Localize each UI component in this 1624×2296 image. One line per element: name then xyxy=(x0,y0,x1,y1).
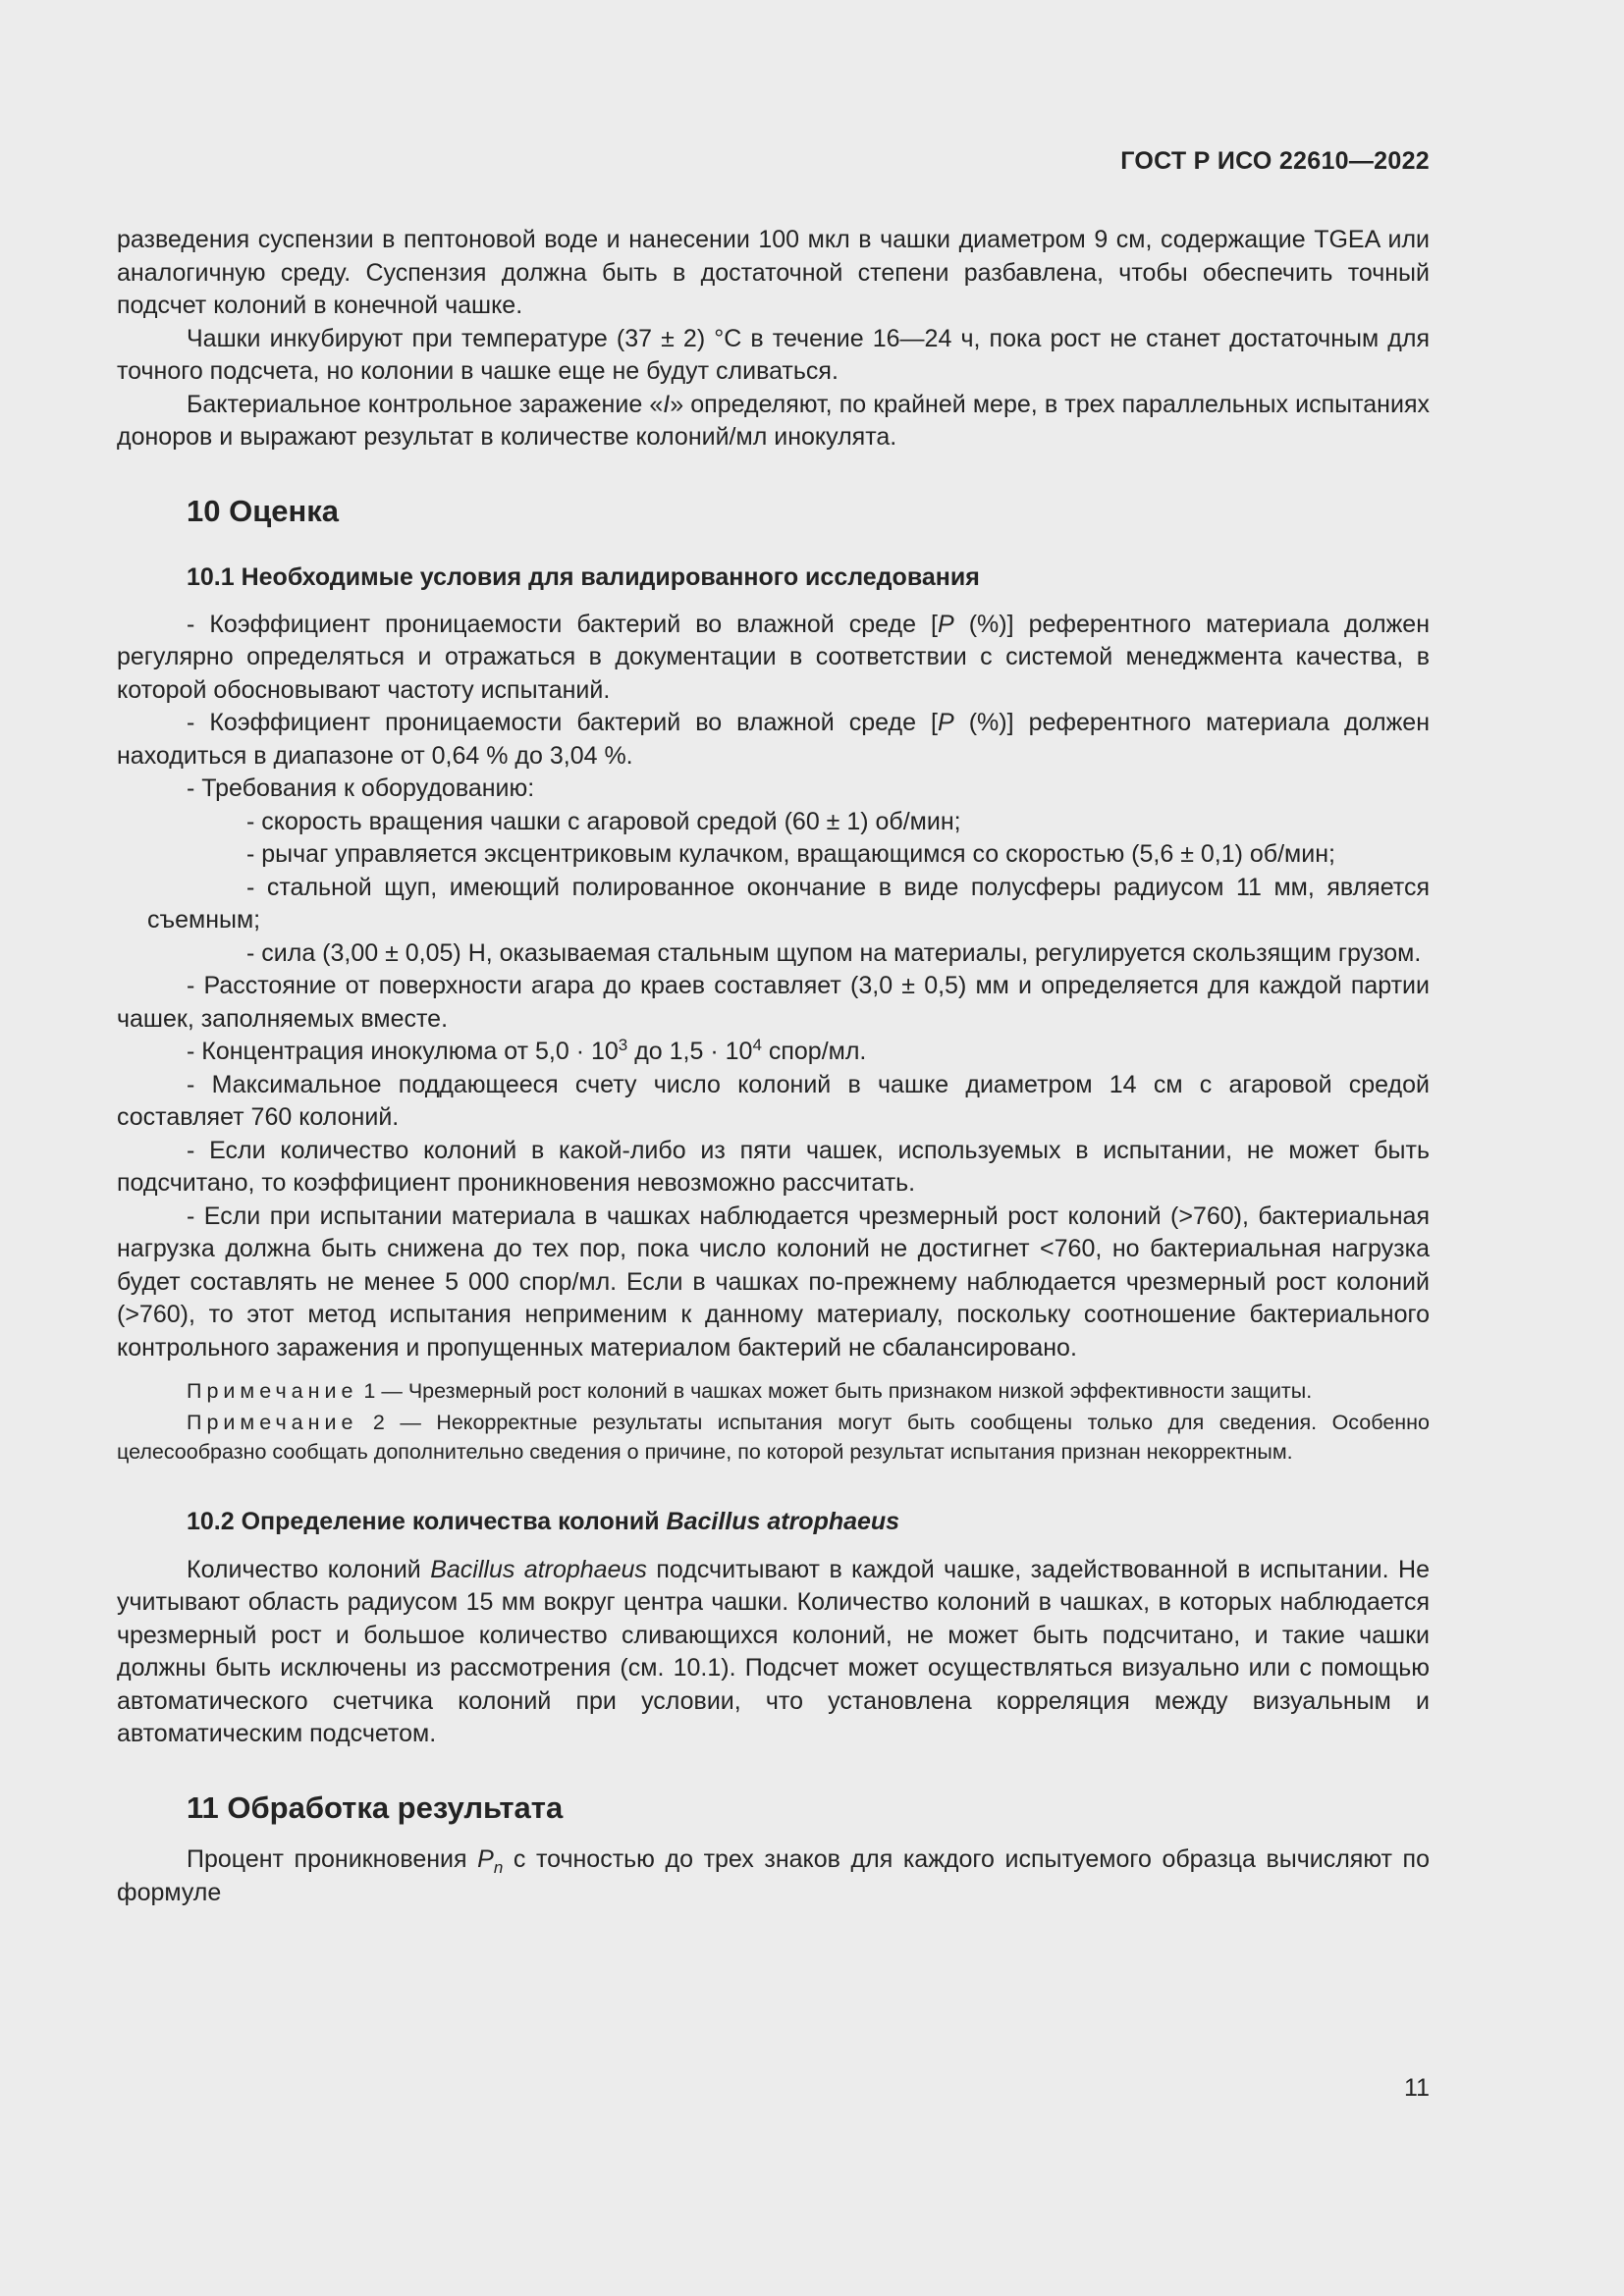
note-text: 1 — Чрезмерный рост колоний в чашках может быть признаком низкой эффективности защиты. xyxy=(357,1379,1313,1403)
superscript: 3 xyxy=(618,1036,628,1054)
note-text: 2 — Некорректные результаты испытания могут быть сообщены только для сведения. Особенно целесообразно сообщать дополнительно сведения о причине, по которой результат испытания признан некорректным. xyxy=(117,1411,1430,1464)
list-item: - Если при испытании материала в чашках наблюдается чрезмерный рост колоний (>760), бактериальная нагрузка должна быть снижена до тех пор, пока число колоний не достигнет <760, но бактериальная нагрузка будет составлять не менее 5 000 спор/мл. Если в чашках по-прежнему наблюдается чрезмерный рост колоний (>760), то этот метод испытания неприменим к данному материалу, поскольку соотношение бактериального контрольного заражения и пропущенных материалом бактерий не сбалансировано. xyxy=(117,1201,1430,1362)
page-content xyxy=(117,224,1430,1909)
list-item: - Расстояние от поверхности агара до краев составляет (3,0 ± 0,5) мм и определяется для каждой партии чашек, заполняемых вместе. xyxy=(117,972,1430,1033)
list-item xyxy=(117,609,1430,708)
sub-list-item: - сила (3,00 ± 0,05) Н, оказываемая стальным щупом на материалы, регулируется скользящим грузом. xyxy=(246,938,1422,967)
document-id-header: ГОСТ Р ИСО 22610—2022 xyxy=(1120,147,1430,175)
italic-symbol xyxy=(477,1845,504,1877)
text-run: Бактериальное контрольное заражение « xyxy=(187,390,664,418)
italic-symbol: I xyxy=(663,390,671,418)
species-name: Bacillus atrophaeus xyxy=(430,1555,647,1583)
italic-symbol: P xyxy=(938,610,954,638)
sub-list-item: - рычаг управляется эксцентриковым кулачком, вращающимся со скоростью (5,6 ± 0,1) об/мин; xyxy=(246,840,1335,868)
note-label: Примечание xyxy=(187,1411,358,1434)
text-run: - Коэффициент проницаемости бактерий во влажной среде [ xyxy=(187,610,939,638)
italic-symbol: P xyxy=(938,709,954,736)
superscript: 4 xyxy=(752,1036,762,1054)
note-1 xyxy=(117,1376,1430,1406)
note-label: Примечание xyxy=(187,1379,358,1403)
section-10-heading: 10 Оценка xyxy=(187,493,339,528)
intro-paragraph-3 xyxy=(117,389,1430,454)
symbol-letter: P xyxy=(477,1845,494,1873)
sub-list-item: - скорость вращения чашки с агаровой средой (60 ± 1) об/мин; xyxy=(246,807,961,835)
text-run: с точностью до трех знаков для каждого испытуемого образца вычисляют по формуле xyxy=(117,1845,1430,1906)
section-10-1-heading: 10.1 Необходимые условия для валидированного исследования xyxy=(187,563,980,591)
text-run: » определяют, по крайней мере, в трех параллельных испытаниях доноров и выражают результат в количестве колоний/мл инокулята. xyxy=(117,390,1430,451)
section-11-paragraph xyxy=(117,1843,1430,1909)
heading-text: 10.2 Определение количества колоний xyxy=(187,1508,667,1535)
text-run: (%)] референтного материала должен регулярно определяться и отражаться в документации в соответствии с системой менеджмента качества, в которой обосновывают частоту испытаний. xyxy=(117,610,1431,704)
text-run: подсчитывают в каждой чашке, задействованной в испытании. Не учитывают область радиусом 15 мм вокруг центра чашки. Количество колоний в чашках, в которых наблюдается чрезмерный рост и большое количество сливающихся колоний, не может быть подсчитано, и такие чашки должны быть исключены из рассмотрения (см. 10.1). Подсчет может осуществляться визуально или с помощью автоматического счетчика колоний при условии, что установлена корреляция между визуальным и автоматическим подсчетом. xyxy=(117,1555,1430,1747)
intro-paragraph-2: Чашки инкубируют при температуре (37 ± 2) °С в течение 16—24 ч, пока рост не станет достаточным для точного подсчета, но колонии в чашке еще не будут сливаться. xyxy=(117,324,1430,385)
text-run: Количество колоний xyxy=(187,1555,431,1583)
list-item: - Если количество колоний в какой-либо из пяти чашек, используемых в испытании, не может быть подсчитано, то коэффициент проникновения невозможно рассчитать. xyxy=(117,1136,1430,1197)
text-run: - Концентрация инокулюма от 5,0 · 10 xyxy=(187,1038,619,1065)
sub-list-item: - стальной щуп, имеющий полированное окончание в виде полусферы радиусом 11 мм, является съемным; xyxy=(147,873,1430,934)
section-11-heading: 11 Обработка результата xyxy=(187,1789,564,1825)
species-name: Bacillus atrophaeus xyxy=(666,1508,900,1535)
text-run: - Коэффициент проницаемости бактерий во влажной среде [ xyxy=(187,709,939,736)
list-item: - Максимальное поддающееся счету число колоний в чашке диаметром 14 см с агаровой средой составляет 760 колоний. xyxy=(117,1070,1430,1131)
note-2 xyxy=(117,1408,1430,1467)
section-10-2-heading xyxy=(117,1506,1430,1539)
list-item xyxy=(117,707,1430,773)
subscript: n xyxy=(493,1858,504,1877)
page-number: 11 xyxy=(1404,2074,1430,2102)
text-run: до 1,5 · 10 xyxy=(627,1038,753,1065)
section-10-2-paragraph xyxy=(117,1554,1430,1751)
intro-paragraph-1: разведения суспензии в пептоновой воде и нанесении 100 мкл в чашки диаметром 9 см, содержащие TGEA или аналогичную среду. Суспензия должна быть в достаточной степени разбавлена, чтобы обеспечить точный подсчет колоний в конечной чашке. xyxy=(117,226,1430,319)
list-item: - Требования к оборудованию: xyxy=(187,774,535,802)
text-run: спор/мл. xyxy=(761,1038,867,1065)
text-run: Процент проникновения xyxy=(187,1845,478,1873)
list-item xyxy=(117,1036,1430,1069)
text-run: (%)] референтного материала должен находиться в диапазоне от 0,64 % до 3,04 %. xyxy=(117,709,1431,770)
requirements-list xyxy=(117,609,1430,1365)
